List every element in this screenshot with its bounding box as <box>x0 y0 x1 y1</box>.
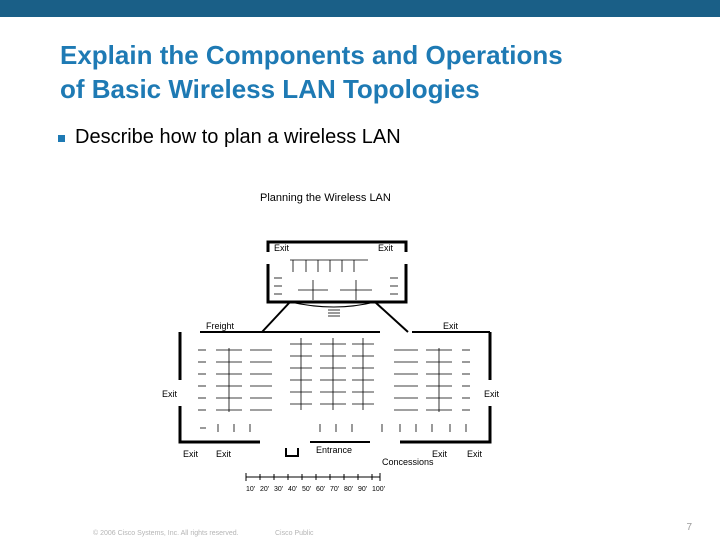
exit-left-label: Exit <box>162 389 178 399</box>
main-hall <box>180 332 490 456</box>
entrance-label: Entrance <box>316 445 353 455</box>
exit-top-right-label: Exit <box>443 321 459 331</box>
footer-copyright: © 2006 Cisco Systems, Inc. All rights reserved. <box>93 530 239 537</box>
scale-label: 20' <box>260 486 270 493</box>
scale-label: 70' <box>330 486 340 493</box>
scale-label: 40' <box>288 486 298 493</box>
slide-title <box>60 38 700 106</box>
scale-label: 100' <box>372 486 386 493</box>
exit-right-label: Exit <box>484 389 500 399</box>
freight-label: Freight <box>206 321 235 331</box>
exit-bottom-2-label: Exit <box>216 449 232 459</box>
scale-label: 80' <box>344 486 354 493</box>
upper-exit-right-label: Exit <box>378 243 394 253</box>
exit-bottom-3-label: Exit <box>432 449 448 459</box>
bullet-text: Describe how to plan a wireless LAN <box>75 125 401 148</box>
title-line-2: of Basic Wireless LAN Topologies <box>60 74 480 104</box>
page-number: 7 <box>686 522 692 533</box>
diagram-title: Planning the Wireless LAN <box>260 192 391 204</box>
square-bullet-icon <box>58 135 65 142</box>
scale-label: 50' <box>302 486 312 493</box>
bullet-item <box>58 123 401 151</box>
floor-plan-diagram <box>150 180 510 500</box>
connector <box>262 302 408 332</box>
concessions-label: Concessions <box>382 457 434 467</box>
scale-label: 60' <box>316 486 326 493</box>
exit-bottom-4-label: Exit <box>467 449 483 459</box>
exit-bottom-1-label: Exit <box>183 449 199 459</box>
scale-label: 90' <box>358 486 368 493</box>
scale-label: 10' <box>246 486 256 493</box>
upper-exit-left-label: Exit <box>274 243 290 253</box>
scale-bar <box>246 473 380 481</box>
footer-classification: Cisco Public <box>275 530 314 537</box>
scale-label: 30' <box>274 486 284 493</box>
title-line-1: Explain the Components and Operations <box>60 40 563 70</box>
header-bar <box>0 0 720 17</box>
